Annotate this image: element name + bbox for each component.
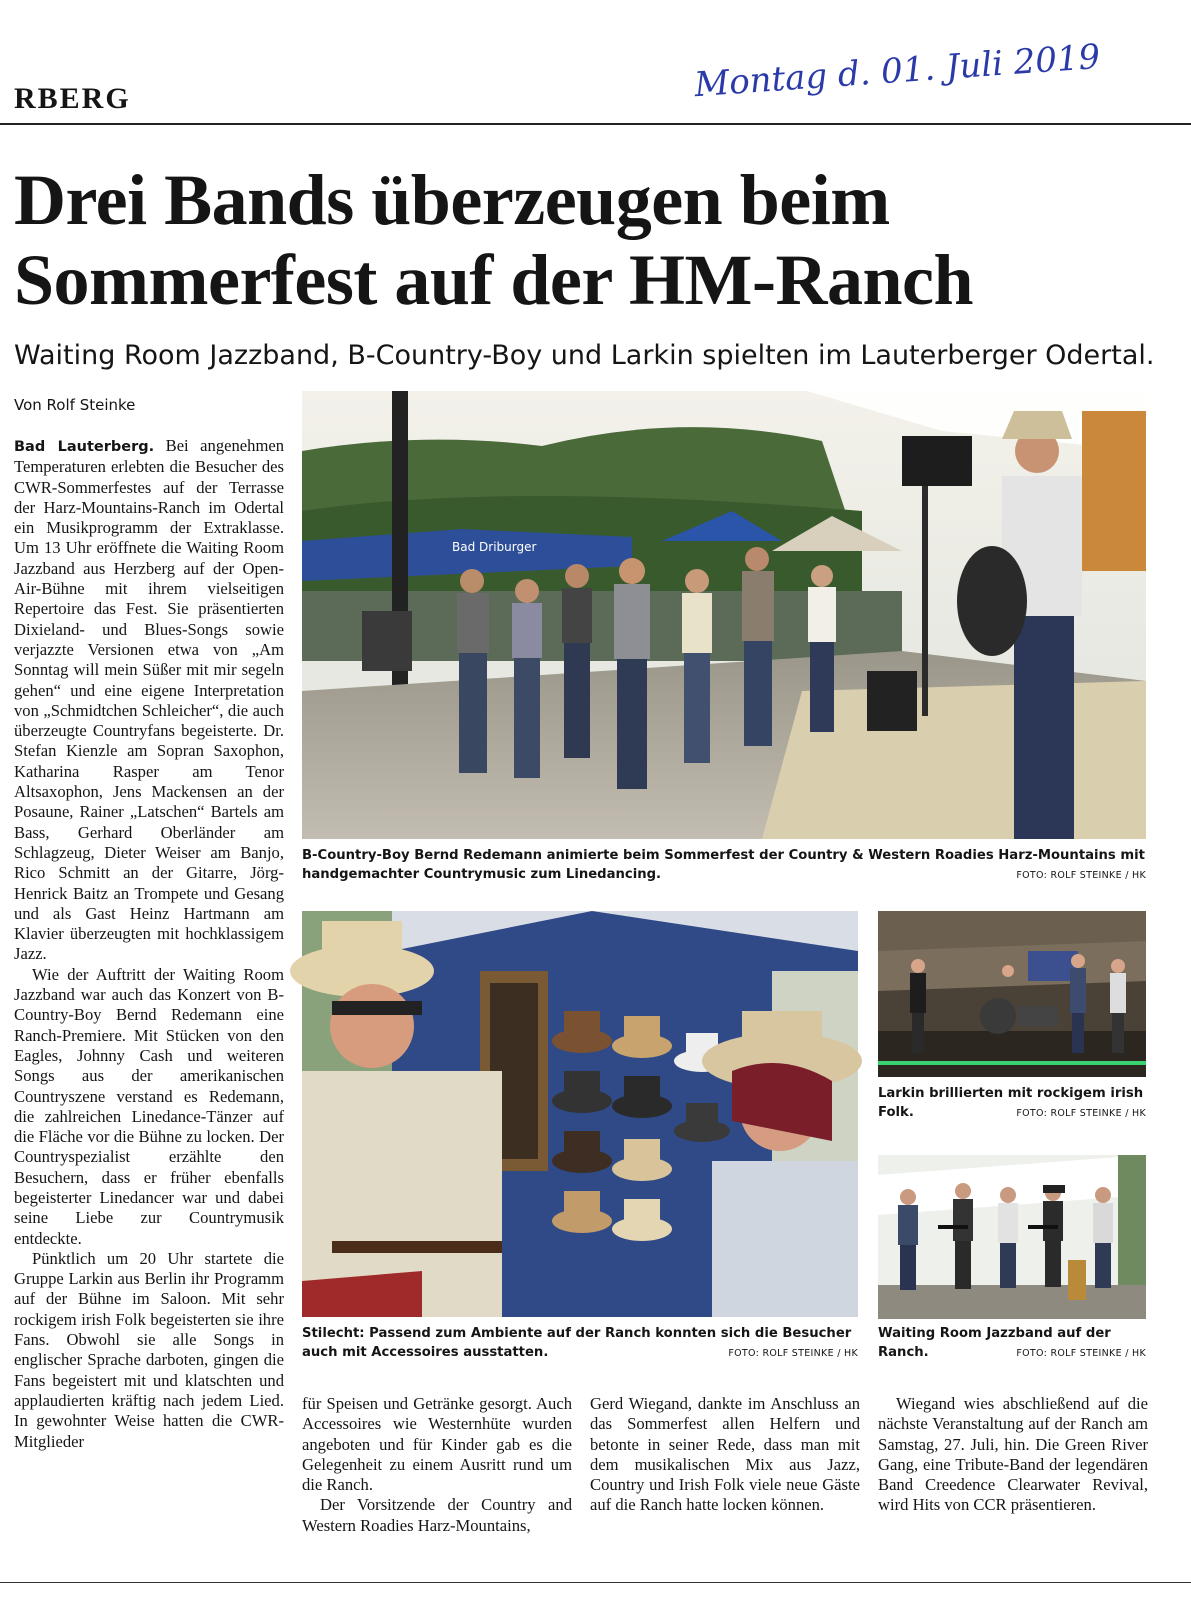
paragraph: Pünktlich um 20 Uhr startete die Gruppe Larkin aus Berlin ihr Programm auf der Bühne im Saloon. Mit sehr rockigem irish Folk begeisterten sie ihre Fans. Obwohl sie alle Songs in englischer Sprache darboten, gingen die Fans begeistert mit und klatschten und applaudierten kräftig nach jedem Lied. In gewohnter Weise hatten die CWR-Mitglieder <box>14 1248 284 1451</box>
photo-credit: FOTO: ROLF STEINKE / HK <box>1016 1108 1146 1119</box>
header-rule <box>0 123 1191 125</box>
paragraph: Der Vorsitzende der Country and Western Roadies Harz-Mountains, <box>302 1495 572 1535</box>
photo-caption-jazz <box>878 1324 1146 1364</box>
subheadline: Waiting Room Jazzband, B-Country-Boy und Larkin spielten im Lauterberger Odertal. <box>14 340 1155 371</box>
photo-credit: FOTO: ROLF STEINKE / HK <box>1016 1348 1146 1359</box>
photo-larkin-band <box>878 911 1146 1077</box>
photo-credit: FOTO: ROLF STEINKE / HK <box>1016 870 1146 881</box>
headline-line-1: Drei Bands überzeugen beim <box>14 160 890 240</box>
photo-caption-larkin <box>878 1084 1146 1124</box>
photo-line-dancing <box>302 391 1146 839</box>
article-column-4 <box>878 1394 1148 1516</box>
photo-caption-hats <box>302 1324 858 1364</box>
caption-text: B-Country-Boy Bernd Redemann animierte beim Sommerfest der Country & Western Roadies Harz-Mountains mit handgemachter Countrymusic zum Linedancing. <box>302 848 1145 882</box>
paragraph: Wiegand wies abschließend auf die nächste Veranstaltung auf der Ranch am Samstag, 27. Juli, hin. Die Green River Gang, eine Tribute-Band der legendären Band Creedence Clearwater Revival, wird Hits von CCR präsentieren. <box>878 1394 1148 1515</box>
footer-rule <box>0 1582 1191 1583</box>
photo-caption-main <box>302 846 1146 886</box>
section-label: RBERG <box>14 82 131 115</box>
headline-line-2: Sommerfest auf der HM-Ranch <box>14 240 973 320</box>
paragraph-text: Bei angenehmen Temperaturen erlebten die Besucher des CWR-Sommerfestes auf der Terrasse der Harz-Mountains-Ranch im Odertal ein Musikprogramm der Extraklasse. Um 13 Uhr eröffnete die Waiting Room Jazzband aus Herzberg auf der Open-Air-Bühne mit ihrem vielseitigen Repertoire das Fest. Sie präsentierten Dixieland- und Blues-Songs sowie verjazzte Versionen etwa von „Am Sonntag will mein Süßer mit mir segeln gehen“ und eine eigene Interpretation von „Schmidtchen Schleicher“, die auch überzeugte Countryfans begeisterte. Dr. Stefan Kienzle am Sopran Saxophon, Katharina Rasper am Tenor Altsaxophon, Jens Mackensen an der Posaune, Rainer „Latschen“ Bartels am Bass, Gerhard Oberländer am Schlagzeug, Dieter Weiser am Banjo, Rico Schmitt an der Gitarre, Jörg-Henrick Baitz an Trompete und Gesang und als Gast Heinz Hartmann am Klavier überzeugten mit hochklassigem Jazz. <box>14 436 285 964</box>
paragraph: für Speisen und Getränke gesorgt. Auch Accessoires wie Westernhüte wurden angeboten und für Kinder gab es die Gelegenheit zu einem Ausritt rund um die Ranch. <box>302 1394 572 1495</box>
photo-jazz-band <box>878 1155 1146 1319</box>
paragraph: Wie der Auftritt der Waiting Room Jazzband war auch das Konzert von B-Country-Boy Bernd Redemann eine Ranch-Premiere. Mit Stücken von den Eagles, Johnny Cash und weiteren Songs aus der amerikanischen Countryszene verstand es Redemann, die zahlreichen Linedance-Tänzer auf die Fläche vor die Bühne zu locken. Der Countryspezialist erzählte den Besuchern, dass er früher ebenfalls begeisterter Linedancer war und dabei seine Liebe zur Countrymusik entdeckte. <box>14 964 284 1248</box>
handwritten-date-note <box>690 36 1102 106</box>
svg-text:Montag d. 01. Juli 2019: Montag d. 01. Juli 2019 <box>693 36 1102 106</box>
caption-text: Larkin brillierten mit rockigem irish Folk. <box>878 1086 1144 1120</box>
paragraph: Gerd Wiegand, dankte im Anschluss an das Sommerfest allen Helfern und betonte in seiner Rede, dass man mit dem musikalischen Mix aus Jazz, Country und Irish Folk viele neue Gäste auf die Ranch hatte locken können. <box>590 1394 860 1515</box>
headline <box>14 160 1174 320</box>
photo-credit: FOTO: ROLF STEINKE / HK <box>728 1348 858 1359</box>
paragraph <box>14 436 284 965</box>
dateline: Bad Lauterberg. <box>14 439 155 455</box>
byline: Von Rolf Steinke <box>14 396 136 414</box>
article-column-2 <box>302 1394 572 1536</box>
article-column-1 <box>14 436 284 1452</box>
caption-text: Waiting Room Jazzband auf der Ranch. <box>878 1326 1111 1360</box>
svg-text:Bad Driburger: Bad Driburger <box>452 540 537 554</box>
photo-hat-stand <box>302 911 858 1317</box>
article-column-3 <box>590 1394 860 1516</box>
caption-text: Stilecht: Passend zum Ambiente auf der Ranch konnten sich die Besucher auch mit Accessoires ausstatten. <box>302 1326 852 1360</box>
